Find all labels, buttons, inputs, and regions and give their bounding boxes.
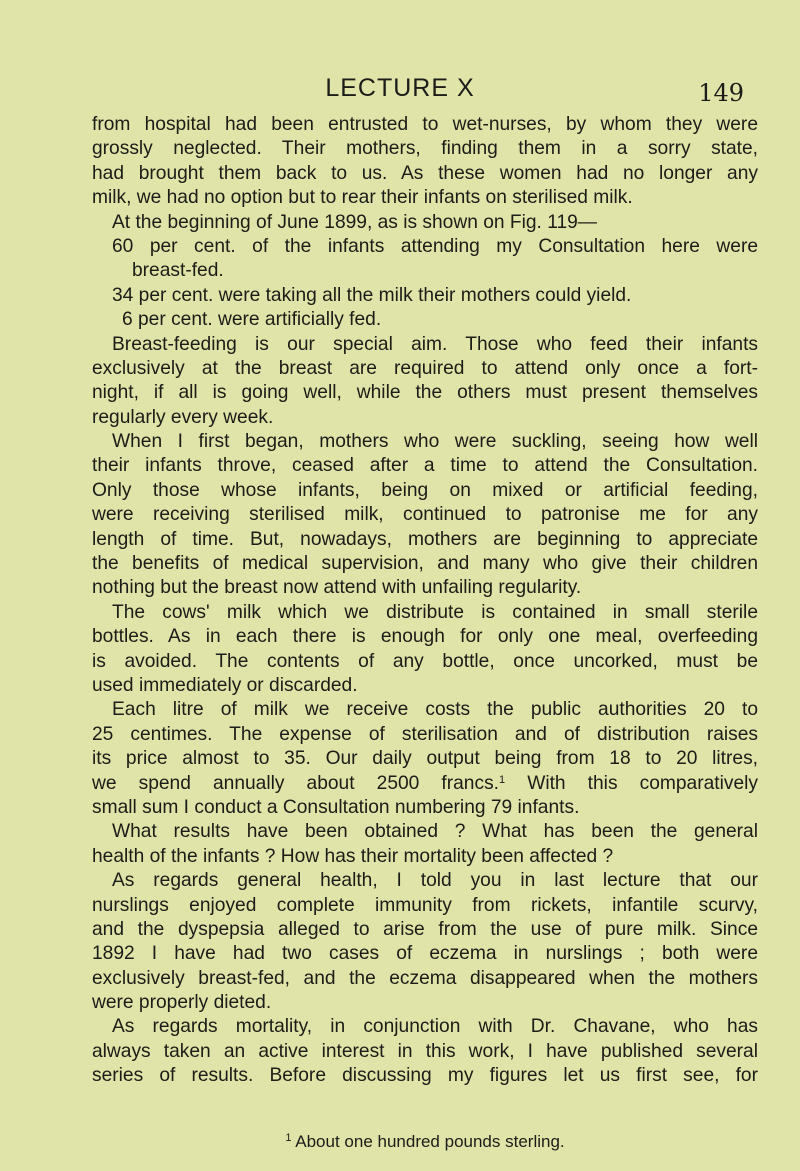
text-line: bottles. As in each there is enough for only one meal, overfeeding [92, 626, 758, 648]
text-line: health of the infants ? How has their mortality been affected ? [92, 845, 614, 867]
text-line: small sum I conduct a Consultation numbering 79 infants. [92, 796, 580, 818]
text-line: nurslings enjoyed complete immunity from rickets, infantile scurvy, [92, 894, 758, 916]
text-segment: we spend annually about 2500 francs. [92, 772, 499, 794]
text-line-with-footnote [92, 772, 758, 796]
text-line: Only those whose infants, being on mixed or artificial feeding, [92, 479, 758, 501]
footnote-marker: 1 [499, 773, 506, 786]
footnote [92, 1131, 758, 1153]
text-line: were receiving sterilised milk, continued to patronise me for any [92, 504, 758, 526]
text-line: Each litre of milk we receive costs the public authorities 20 to [112, 699, 758, 721]
text-line: exclusively at the breast are required to attend only once a fort- [92, 357, 758, 379]
text-line: 1892 I have had two cases of eczema in nurslings ; both were [92, 943, 758, 965]
text-line: length of time. But, nowadays, mothers are beginning to appreciate [92, 528, 758, 550]
text-segment: With this comparatively [527, 772, 758, 794]
text-line: What results have been obtained ? What has been the general [112, 821, 758, 843]
text-line: series of results. Before discussing my figures let us first see, for [92, 1065, 758, 1087]
text-line: The cows' milk which we distribute is contained in small sterile [112, 601, 758, 623]
text-line: As regards general health, I told you in last lecture that our [112, 870, 758, 892]
text-line: 34 per cent. were taking all the milk their mothers could yield. [112, 284, 632, 306]
text-line: 6 per cent. were artificially fed. [122, 309, 382, 331]
text-line: their infants throve, ceased after a time to attend the Consultation. [92, 455, 758, 477]
page-number: 149 [698, 79, 744, 107]
text-line: When I first began, mothers who were suckling, seeing how well [112, 431, 758, 453]
text-line: the benefits of medical supervision, and many who give their children [92, 553, 758, 575]
text-line: milk, we had no option but to rear their infants on sterilised milk. [92, 187, 633, 209]
body-text [92, 113, 758, 1089]
text-line: 60 per cent. of the infants attending my Consultation here were [112, 235, 758, 257]
text-line: always taken an active interest in this work, I have published several [92, 1040, 758, 1062]
text-line: from hospital had been entrusted to wet-nurses, by whom they were [92, 114, 758, 135]
text-line: exclusively breast-fed, and the eczema disappeared when the mothers [92, 967, 758, 989]
text-line: its price almost to 35. Our daily output being from 18 to 20 litres, [92, 748, 758, 770]
text-line: At the beginning of June 1899, as is shown on Fig. 119— [112, 211, 597, 233]
text-line: had brought them back to us. As these women had no longer any [92, 162, 758, 184]
text-line: is avoided. The contents of any bottle, once uncorked, must be [92, 650, 758, 672]
text-line: nothing but the breast now attend with unfailing regularity. [92, 577, 582, 599]
running-title: LECTURE X [325, 74, 475, 102]
text-line: night, if all is going well, while the others must present themselves [92, 382, 758, 404]
text-line: breast-fed. [132, 260, 224, 282]
page-header [0, 71, 800, 105]
footnote-number: 1 [285, 1132, 292, 1144]
text-line: used immediately or discarded. [92, 674, 358, 696]
text-line: and the dyspepsia alleged to arise from the use of pure milk. Since [92, 918, 758, 940]
text-line: 25 centimes. The expense of sterilisation and of distribution raises [92, 723, 758, 745]
text-line: Breast-feeding is our special aim. Those who feed their infants [112, 333, 758, 355]
text-line: were properly dieted. [92, 992, 272, 1014]
text-line: As regards mortality, in conjunction with Dr. Chavane, who has [112, 1016, 758, 1038]
text-line: grossly neglected. Their mothers, finding them in a sorry state, [92, 138, 758, 160]
text-line: regularly every week. [92, 406, 274, 428]
footnote-text: About one hundred pounds sterling. [295, 1132, 565, 1151]
